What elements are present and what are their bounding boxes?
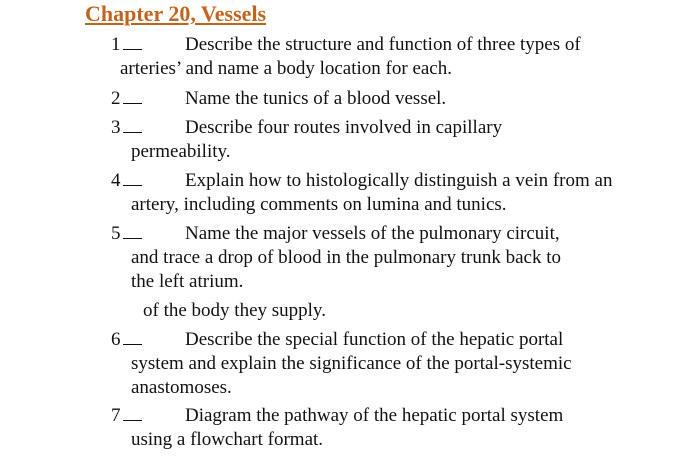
answer-blank[interactable] xyxy=(123,406,142,421)
question-7-continuation: using a flowchart format. xyxy=(131,429,324,450)
question-6-continuation: anastomoses. xyxy=(131,377,232,398)
question-number-3: 3 xyxy=(111,116,142,140)
question-5-continuation: and trace a drop of blood in the pulmonary trunk back to xyxy=(131,247,562,268)
question-number-6: 6 xyxy=(111,328,142,352)
question-6-text: Describe the special function of the hepatic portal xyxy=(185,329,564,350)
question-3-continuation: permeability. xyxy=(131,141,231,162)
answer-blank[interactable] xyxy=(123,118,142,133)
question-4-continuation: artery, including comments on lumina and tunics. xyxy=(131,194,507,215)
question-2-text: Name the tunics of a blood vessel. xyxy=(185,88,447,109)
question-3-text: Describe four routes involved in capillary xyxy=(185,117,503,138)
answer-blank[interactable] xyxy=(123,89,142,104)
question-number-5: 5 xyxy=(111,222,142,246)
answer-blank[interactable] xyxy=(123,330,142,345)
question-1-continuation: arteries’ and name a body location for each. xyxy=(120,58,452,79)
question-5-text: Name the major vessels of the pulmonary circuit, xyxy=(185,223,560,244)
chapter-title: Chapter 20, Vessels xyxy=(85,1,267,26)
stray-text-line: of the body they supply. xyxy=(143,300,326,321)
answer-blank[interactable] xyxy=(123,171,142,186)
question-number-2: 2 xyxy=(111,87,142,111)
question-4-text: Explain how to histologically distinguish a vein from an xyxy=(185,170,613,191)
question-5-continuation: the left atrium. xyxy=(131,271,244,292)
question-number-1: 1 xyxy=(111,33,142,57)
question-number-4: 4 xyxy=(111,169,142,193)
answer-blank[interactable] xyxy=(123,224,142,239)
question-1-text: Describe the structure and function of three types of xyxy=(185,34,581,55)
question-number-7: 7 xyxy=(111,404,142,428)
question-7-text: Diagram the pathway of the hepatic portal system xyxy=(185,405,564,426)
answer-blank[interactable] xyxy=(123,35,142,50)
question-6-continuation: system and explain the significance of the portal-systemic xyxy=(131,353,572,374)
